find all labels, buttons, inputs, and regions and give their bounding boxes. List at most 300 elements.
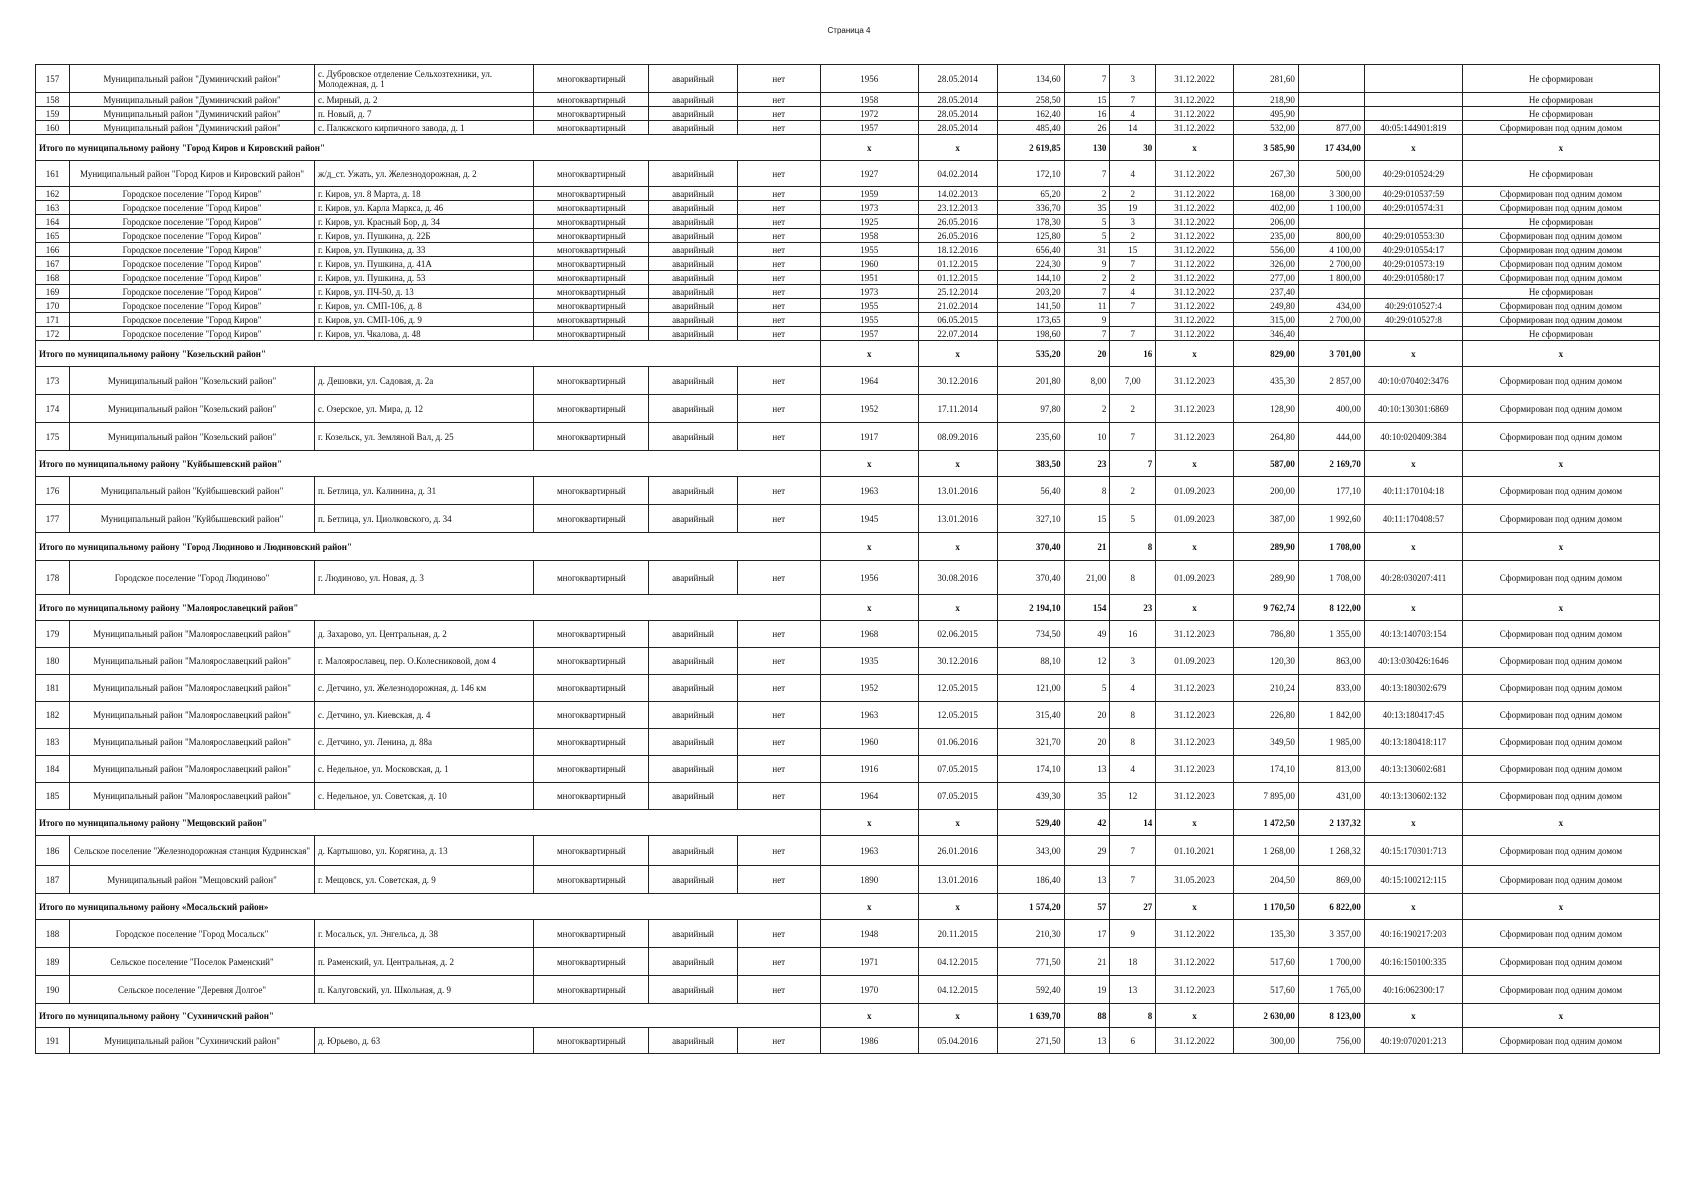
house-type-cell: многоквартирный bbox=[534, 229, 649, 243]
table-row bbox=[36, 783, 1660, 810]
table-row bbox=[36, 948, 1660, 976]
plan-date-cell: 31.12.2022 bbox=[1156, 313, 1234, 327]
subtotal-land-area-cell: 6 822,00 bbox=[1298, 894, 1364, 920]
row-number-cell: 175 bbox=[36, 423, 70, 451]
subtotal-land-area-cell: 8 123,00 bbox=[1298, 1004, 1364, 1028]
subtotal-resettle-area-cell: 2 630,00 bbox=[1233, 1004, 1298, 1028]
municipality-cell: Муниципальный район "Думиничский район" bbox=[70, 93, 315, 107]
count-b-cell: 13 bbox=[1110, 976, 1156, 1004]
municipality-cell: Муниципальный район "Мещовский район" bbox=[70, 866, 315, 894]
subtotal-resettle-area-cell: 289,90 bbox=[1233, 533, 1298, 561]
address-cell: г. Киров, ул. Пушкина, д. 53 bbox=[314, 271, 533, 285]
house-type-cell: многоквартирный bbox=[534, 920, 649, 948]
flag-cell: нет bbox=[737, 836, 820, 866]
subtotal-land-area-cell: 1 708,00 bbox=[1298, 533, 1364, 561]
recognition-date-cell: 28.05.2014 bbox=[918, 65, 997, 93]
year-cell: 1957 bbox=[820, 327, 918, 341]
cadastral-number-cell: 40:10:070402:3476 bbox=[1364, 367, 1462, 395]
cadastral-number-cell: 40:11:170408:57 bbox=[1364, 505, 1462, 533]
year-cell: 1957 bbox=[820, 121, 918, 135]
year-cell: 1963 bbox=[820, 702, 918, 729]
year-cell: 1964 bbox=[820, 783, 918, 810]
land-status-cell: Сформирован под одним домом bbox=[1462, 423, 1659, 451]
house-type-cell: многоквартирный bbox=[534, 866, 649, 894]
resettle-area-cell: 495,90 bbox=[1233, 107, 1298, 121]
address-cell: г. Мещовск, ул. Советская, д. 9 bbox=[314, 866, 533, 894]
flag-cell: нет bbox=[737, 675, 820, 702]
condition-cell: аварийный bbox=[649, 423, 737, 451]
resettle-area-cell: 326,00 bbox=[1233, 257, 1298, 271]
cadastral-number-cell: 40:29:010553:30 bbox=[1364, 229, 1462, 243]
subtotal-resettle-area-cell: 1 170,50 bbox=[1233, 894, 1298, 920]
municipality-cell: Муниципальный район "Думиничский район" bbox=[70, 121, 315, 135]
condition-cell: аварийный bbox=[649, 93, 737, 107]
municipality-cell: Городское поселение "Город Киров" bbox=[70, 187, 315, 201]
cadastral-number-cell: 40:16:062300:17 bbox=[1364, 976, 1462, 1004]
recognition-date-cell: 25.12.2014 bbox=[918, 285, 997, 299]
subtotal-count-b-cell: 16 bbox=[1110, 341, 1156, 367]
subtotal-row bbox=[36, 1004, 1660, 1028]
count-b-cell: 2 bbox=[1110, 395, 1156, 423]
row-number-cell: 186 bbox=[36, 836, 70, 866]
count-b-cell: 3 bbox=[1110, 65, 1156, 93]
plan-date-cell: 31.12.2023 bbox=[1156, 702, 1234, 729]
table-body bbox=[36, 65, 1660, 1054]
subtotal-x-cell: x bbox=[1156, 1004, 1234, 1028]
address-cell: г. Киров, ул. Пушкина, д. 41А bbox=[314, 257, 533, 271]
table-row bbox=[36, 477, 1660, 505]
table-row bbox=[36, 161, 1660, 187]
municipality-cell: Городское поселение "Город Мосальск" bbox=[70, 920, 315, 948]
flag-cell: нет bbox=[737, 1028, 820, 1054]
condition-cell: аварийный bbox=[649, 271, 737, 285]
count-a-cell: 5 bbox=[1064, 229, 1110, 243]
flag-cell: нет bbox=[737, 229, 820, 243]
land-area-cell: 3 300,00 bbox=[1298, 187, 1364, 201]
cadastral-number-cell: 40:10:020409:384 bbox=[1364, 423, 1462, 451]
address-cell: г. Малоярославец, пер. О.Колесниковой, дом 4 bbox=[314, 648, 533, 675]
count-a-cell: 20 bbox=[1064, 729, 1110, 756]
land-area-cell: 1 765,00 bbox=[1298, 976, 1364, 1004]
subtotal-count-b-cell: 27 bbox=[1110, 894, 1156, 920]
count-b-cell: 3 bbox=[1110, 215, 1156, 229]
area-cell: 224,30 bbox=[997, 257, 1064, 271]
count-b-cell: 9 bbox=[1110, 920, 1156, 948]
address-cell: г. Киров, ул. СМП-106, д. 8 bbox=[314, 299, 533, 313]
plan-date-cell: 01.10.2021 bbox=[1156, 836, 1234, 866]
land-area-cell bbox=[1298, 107, 1364, 121]
subtotal-x-cell: x bbox=[1364, 533, 1462, 561]
subtotal-x-cell: x bbox=[1462, 894, 1659, 920]
municipality-cell: Муниципальный район "Город Киров и Кировский район" bbox=[70, 161, 315, 187]
land-status-cell: Сформирован под одним домом bbox=[1462, 229, 1659, 243]
area-cell: 258,50 bbox=[997, 93, 1064, 107]
land-area-cell: 869,00 bbox=[1298, 866, 1364, 894]
recognition-date-cell: 12.05.2015 bbox=[918, 702, 997, 729]
land-status-cell: Сформирован под одним домом bbox=[1462, 395, 1659, 423]
recognition-date-cell: 26.05.2016 bbox=[918, 229, 997, 243]
address-cell: д. Юрьево, д. 63 bbox=[314, 1028, 533, 1054]
recognition-date-cell: 28.05.2014 bbox=[918, 121, 997, 135]
housing-table bbox=[35, 64, 1660, 1054]
subtotal-x-cell: x bbox=[1462, 1004, 1659, 1028]
count-a-cell: 9 bbox=[1064, 257, 1110, 271]
land-area-cell: 1 100,00 bbox=[1298, 201, 1364, 215]
plan-date-cell: 31.12.2022 bbox=[1156, 107, 1234, 121]
subtotal-x-cell: x bbox=[1462, 595, 1659, 621]
plan-date-cell: 01.09.2023 bbox=[1156, 561, 1234, 595]
condition-cell: аварийный bbox=[649, 161, 737, 187]
row-number-cell: 172 bbox=[36, 327, 70, 341]
house-type-cell: многоквартирный bbox=[534, 121, 649, 135]
condition-cell: аварийный bbox=[649, 1028, 737, 1054]
count-a-cell: 5 bbox=[1064, 675, 1110, 702]
year-cell: 1968 bbox=[820, 621, 918, 648]
subtotal-land-area-cell: 2 137,32 bbox=[1298, 810, 1364, 836]
count-b-cell: 4 bbox=[1110, 161, 1156, 187]
land-area-cell: 431,00 bbox=[1298, 783, 1364, 810]
land-status-cell: Сформирован под одним домом bbox=[1462, 313, 1659, 327]
land-status-cell: Сформирован под одним домом bbox=[1462, 920, 1659, 948]
subtotal-x-cell: x bbox=[1156, 451, 1234, 477]
subtotal-row bbox=[36, 341, 1660, 367]
count-a-cell: 19 bbox=[1064, 976, 1110, 1004]
subtotal-label: Итого по муниципальному району "Мещовский район" bbox=[36, 810, 821, 836]
land-area-cell: 833,00 bbox=[1298, 675, 1364, 702]
subtotal-resettle-area-cell: 1 472,50 bbox=[1233, 810, 1298, 836]
area-cell: 88,10 bbox=[997, 648, 1064, 675]
flag-cell: нет bbox=[737, 271, 820, 285]
resettle-area-cell: 168,00 bbox=[1233, 187, 1298, 201]
resettle-area-cell: 204,50 bbox=[1233, 866, 1298, 894]
subtotal-label: Итого по муниципальному району "Куйбышевский район" bbox=[36, 451, 821, 477]
subtotal-count-a-cell: 130 bbox=[1064, 135, 1110, 161]
municipality-cell: Городское поселение "Город Киров" bbox=[70, 201, 315, 215]
resettle-area-cell: 277,00 bbox=[1233, 271, 1298, 285]
house-type-cell: многоквартирный bbox=[534, 477, 649, 505]
land-status-cell: Сформирован под одним домом bbox=[1462, 367, 1659, 395]
flag-cell: нет bbox=[737, 299, 820, 313]
cadastral-number-cell: 40:19:070201:213 bbox=[1364, 1028, 1462, 1054]
area-cell: 327,10 bbox=[997, 505, 1064, 533]
year-cell: 1890 bbox=[820, 866, 918, 894]
subtotal-resettle-area-cell: 829,00 bbox=[1233, 341, 1298, 367]
recognition-date-cell: 21.02.2014 bbox=[918, 299, 997, 313]
cadastral-number-cell: 40:28:030207:411 bbox=[1364, 561, 1462, 595]
subtotal-x-cell: x bbox=[918, 135, 997, 161]
land-area-cell: 813,00 bbox=[1298, 756, 1364, 783]
subtotal-resettle-area-cell: 587,00 bbox=[1233, 451, 1298, 477]
municipality-cell: Городское поселение "Город Киров" bbox=[70, 243, 315, 257]
land-status-cell: Не сформирован bbox=[1462, 161, 1659, 187]
table-row bbox=[36, 327, 1660, 341]
condition-cell: аварийный bbox=[649, 920, 737, 948]
condition-cell: аварийный bbox=[649, 756, 737, 783]
plan-date-cell: 31.12.2022 bbox=[1156, 229, 1234, 243]
year-cell: 1935 bbox=[820, 648, 918, 675]
table-row bbox=[36, 729, 1660, 756]
subtotal-x-cell: x bbox=[820, 451, 918, 477]
municipality-cell: Муниципальный район "Малоярославецкий район" bbox=[70, 702, 315, 729]
table-row bbox=[36, 215, 1660, 229]
year-cell: 1956 bbox=[820, 561, 918, 595]
row-number-cell: 164 bbox=[36, 215, 70, 229]
row-number-cell: 173 bbox=[36, 367, 70, 395]
resettle-area-cell: 281,60 bbox=[1233, 65, 1298, 93]
row-number-cell: 185 bbox=[36, 783, 70, 810]
plan-date-cell: 31.12.2023 bbox=[1156, 367, 1234, 395]
area-cell: 97,80 bbox=[997, 395, 1064, 423]
municipality-cell: Муниципальный район "Куйбышевский район" bbox=[70, 477, 315, 505]
count-a-cell: 35 bbox=[1064, 783, 1110, 810]
condition-cell: аварийный bbox=[649, 201, 737, 215]
count-a-cell: 21,00 bbox=[1064, 561, 1110, 595]
land-status-cell: Сформирован под одним домом bbox=[1462, 243, 1659, 257]
condition-cell: аварийный bbox=[649, 505, 737, 533]
land-area-cell: 434,00 bbox=[1298, 299, 1364, 313]
recognition-date-cell: 23.12.2013 bbox=[918, 201, 997, 215]
subtotal-row bbox=[36, 810, 1660, 836]
subtotal-x-cell: x bbox=[820, 135, 918, 161]
flag-cell: нет bbox=[737, 621, 820, 648]
recognition-date-cell: 07.05.2015 bbox=[918, 756, 997, 783]
row-number-cell: 182 bbox=[36, 702, 70, 729]
address-cell: с. Мирный, д. 2 bbox=[314, 93, 533, 107]
table-row bbox=[36, 271, 1660, 285]
subtotal-x-cell: x bbox=[918, 1004, 997, 1028]
cadastral-number-cell: 40:16:150100:335 bbox=[1364, 948, 1462, 976]
count-b-cell: 2 bbox=[1110, 477, 1156, 505]
flag-cell: нет bbox=[737, 285, 820, 299]
address-cell: с. Палкжского кирпичного завода, д. 1 bbox=[314, 121, 533, 135]
year-cell: 1955 bbox=[820, 299, 918, 313]
house-type-cell: многоквартирный bbox=[534, 948, 649, 976]
address-cell: д. Захарово, ул. Центральная, д. 2 bbox=[314, 621, 533, 648]
subtotal-label: Итого по муниципальному району "Сухиничский район" bbox=[36, 1004, 821, 1028]
flag-cell: нет bbox=[737, 395, 820, 423]
cadastral-number-cell: 40:29:010554:17 bbox=[1364, 243, 1462, 257]
plan-date-cell: 31.12.2022 bbox=[1156, 93, 1234, 107]
address-cell: с. Недельное, ул. Московская, д. 1 bbox=[314, 756, 533, 783]
count-b-cell: 14 bbox=[1110, 121, 1156, 135]
subtotal-x-cell: x bbox=[1462, 810, 1659, 836]
cadastral-number-cell: 40:29:010527:4 bbox=[1364, 299, 1462, 313]
land-status-cell: Сформирован под одним домом bbox=[1462, 621, 1659, 648]
land-status-cell: Сформирован под одним домом bbox=[1462, 648, 1659, 675]
land-status-cell: Сформирован под одним домом bbox=[1462, 299, 1659, 313]
count-a-cell: 31 bbox=[1064, 243, 1110, 257]
area-cell: 336,70 bbox=[997, 201, 1064, 215]
recognition-date-cell: 01.12.2015 bbox=[918, 257, 997, 271]
address-cell: г. Киров, ул. Пушкина, д. 22Б bbox=[314, 229, 533, 243]
count-a-cell: 2 bbox=[1064, 395, 1110, 423]
flag-cell: нет bbox=[737, 313, 820, 327]
table-row bbox=[36, 201, 1660, 215]
plan-date-cell: 31.12.2023 bbox=[1156, 423, 1234, 451]
subtotal-x-cell: x bbox=[1462, 533, 1659, 561]
count-b-cell: 18 bbox=[1110, 948, 1156, 976]
condition-cell: аварийный bbox=[649, 702, 737, 729]
plan-date-cell: 31.12.2023 bbox=[1156, 675, 1234, 702]
area-cell: 162,40 bbox=[997, 107, 1064, 121]
subtotal-x-cell: x bbox=[1364, 894, 1462, 920]
count-b-cell: 4 bbox=[1110, 756, 1156, 783]
plan-date-cell: 31.12.2022 bbox=[1156, 121, 1234, 135]
condition-cell: аварийный bbox=[649, 561, 737, 595]
address-cell: г. Киров, ул. Чкалова, д. 48 bbox=[314, 327, 533, 341]
municipality-cell: Сельское поселение "Поселок Раменский" bbox=[70, 948, 315, 976]
house-type-cell: многоквартирный bbox=[534, 675, 649, 702]
flag-cell: нет bbox=[737, 107, 820, 121]
municipality-cell: Муниципальный район "Малоярославецкий район" bbox=[70, 621, 315, 648]
land-area-cell: 1 842,00 bbox=[1298, 702, 1364, 729]
row-number-cell: 159 bbox=[36, 107, 70, 121]
subtotal-x-cell: x bbox=[1364, 135, 1462, 161]
recognition-date-cell: 18.12.2016 bbox=[918, 243, 997, 257]
subtotal-x-cell: x bbox=[820, 341, 918, 367]
condition-cell: аварийный bbox=[649, 121, 737, 135]
year-cell: 1945 bbox=[820, 505, 918, 533]
table-row bbox=[36, 367, 1660, 395]
table-row bbox=[36, 423, 1660, 451]
flag-cell: нет bbox=[737, 976, 820, 1004]
subtotal-x-cell: x bbox=[1364, 595, 1462, 621]
address-cell: г. Киров, ул. Пушкина, д. 33 bbox=[314, 243, 533, 257]
municipality-cell: Муниципальный район "Малоярославецкий район" bbox=[70, 756, 315, 783]
plan-date-cell: 31.12.2022 bbox=[1156, 1028, 1234, 1054]
cadastral-number-cell: 40:13:180417:45 bbox=[1364, 702, 1462, 729]
plan-date-cell: 31.12.2022 bbox=[1156, 285, 1234, 299]
table-row bbox=[36, 621, 1660, 648]
house-type-cell: многоквартирный bbox=[534, 285, 649, 299]
address-cell: ж/д_ст. Ужать, ул. Железнодорожная, д. 2 bbox=[314, 161, 533, 187]
cadastral-number-cell: 40:16:190217:203 bbox=[1364, 920, 1462, 948]
count-a-cell: 2 bbox=[1064, 187, 1110, 201]
table-row bbox=[36, 243, 1660, 257]
cadastral-number-cell bbox=[1364, 215, 1462, 229]
area-cell: 203,20 bbox=[997, 285, 1064, 299]
subtotal-x-cell: x bbox=[820, 810, 918, 836]
cadastral-number-cell bbox=[1364, 327, 1462, 341]
recognition-date-cell: 17.11.2014 bbox=[918, 395, 997, 423]
house-type-cell: многоквартирный bbox=[534, 505, 649, 533]
row-number-cell: 176 bbox=[36, 477, 70, 505]
table-row bbox=[36, 257, 1660, 271]
count-a-cell: 49 bbox=[1064, 621, 1110, 648]
flag-cell: нет bbox=[737, 783, 820, 810]
cadastral-number-cell: 40:13:130602:132 bbox=[1364, 783, 1462, 810]
table-row bbox=[36, 93, 1660, 107]
subtotal-area-cell: 370,40 bbox=[997, 533, 1064, 561]
year-cell: 1951 bbox=[820, 271, 918, 285]
row-number-cell: 191 bbox=[36, 1028, 70, 1054]
row-number-cell: 171 bbox=[36, 313, 70, 327]
recognition-date-cell: 04.02.2014 bbox=[918, 161, 997, 187]
subtotal-x-cell: x bbox=[1462, 451, 1659, 477]
resettle-area-cell: 120,30 bbox=[1233, 648, 1298, 675]
house-type-cell: многоквартирный bbox=[534, 243, 649, 257]
row-number-cell: 184 bbox=[36, 756, 70, 783]
resettle-area-cell: 556,00 bbox=[1233, 243, 1298, 257]
flag-cell: нет bbox=[737, 866, 820, 894]
house-type-cell: многоквартирный bbox=[534, 395, 649, 423]
resettle-area-cell: 267,30 bbox=[1233, 161, 1298, 187]
house-type-cell: многоквартирный bbox=[534, 367, 649, 395]
municipality-cell: Муниципальный район "Думиничский район" bbox=[70, 65, 315, 93]
land-status-cell: Не сформирован bbox=[1462, 285, 1659, 299]
count-a-cell: 7 bbox=[1064, 65, 1110, 93]
land-status-cell: Сформирован под одним домом bbox=[1462, 729, 1659, 756]
subtotal-x-cell: x bbox=[820, 533, 918, 561]
condition-cell: аварийный bbox=[649, 395, 737, 423]
house-type-cell: многоквартирный bbox=[534, 93, 649, 107]
land-area-cell: 500,00 bbox=[1298, 161, 1364, 187]
land-status-cell: Не сформирован bbox=[1462, 215, 1659, 229]
count-b-cell: 7,00 bbox=[1110, 367, 1156, 395]
table-row bbox=[36, 187, 1660, 201]
land-area-cell: 863,00 bbox=[1298, 648, 1364, 675]
row-number-cell: 177 bbox=[36, 505, 70, 533]
area-cell: 173,65 bbox=[997, 313, 1064, 327]
area-cell: 178,30 bbox=[997, 215, 1064, 229]
flag-cell: нет bbox=[737, 327, 820, 341]
land-status-cell: Сформирован под одним домом bbox=[1462, 505, 1659, 533]
area-cell: 141,50 bbox=[997, 299, 1064, 313]
address-cell: с. Озерское, ул. Мира, д. 12 bbox=[314, 395, 533, 423]
subtotal-land-area-cell: 8 122,00 bbox=[1298, 595, 1364, 621]
resettle-area-cell: 517,60 bbox=[1233, 976, 1298, 1004]
subtotal-x-cell: x bbox=[1156, 341, 1234, 367]
municipality-cell: Сельское поселение "Деревня Долгое" bbox=[70, 976, 315, 1004]
row-number-cell: 179 bbox=[36, 621, 70, 648]
subtotal-count-b-cell: 8 bbox=[1110, 533, 1156, 561]
count-a-cell: 11 bbox=[1064, 299, 1110, 313]
plan-date-cell: 31.12.2023 bbox=[1156, 395, 1234, 423]
subtotal-count-a-cell: 154 bbox=[1064, 595, 1110, 621]
land-status-cell: Не сформирован bbox=[1462, 93, 1659, 107]
cadastral-number-cell: 40:10:130301:6869 bbox=[1364, 395, 1462, 423]
plan-date-cell: 31.12.2022 bbox=[1156, 215, 1234, 229]
plan-date-cell: 31.12.2022 bbox=[1156, 161, 1234, 187]
land-area-cell: 1 800,00 bbox=[1298, 271, 1364, 285]
subtotal-x-cell: x bbox=[918, 451, 997, 477]
count-b-cell: 16 bbox=[1110, 621, 1156, 648]
year-cell: 1958 bbox=[820, 93, 918, 107]
municipality-cell: Городское поселение "Город Киров" bbox=[70, 271, 315, 285]
recognition-date-cell: 13.01.2016 bbox=[918, 866, 997, 894]
address-cell: г. Мосальск, ул. Энгельса, д. 38 bbox=[314, 920, 533, 948]
land-area-cell: 1 268,32 bbox=[1298, 836, 1364, 866]
land-status-cell: Сформирован под одним домом bbox=[1462, 866, 1659, 894]
plan-date-cell: 31.12.2023 bbox=[1156, 756, 1234, 783]
count-b-cell: 4 bbox=[1110, 675, 1156, 702]
row-number-cell: 168 bbox=[36, 271, 70, 285]
area-cell: 321,70 bbox=[997, 729, 1064, 756]
subtotal-x-cell: x bbox=[1364, 341, 1462, 367]
subtotal-row bbox=[36, 451, 1660, 477]
condition-cell: аварийный bbox=[649, 648, 737, 675]
land-status-cell: Сформирован под одним домом bbox=[1462, 561, 1659, 595]
resettle-area-cell: 532,00 bbox=[1233, 121, 1298, 135]
land-area-cell bbox=[1298, 285, 1364, 299]
subtotal-count-b-cell: 7 bbox=[1110, 451, 1156, 477]
count-a-cell: 7 bbox=[1064, 327, 1110, 341]
subtotal-area-cell: 2 194,10 bbox=[997, 595, 1064, 621]
land-status-cell: Сформирован под одним домом bbox=[1462, 948, 1659, 976]
land-area-cell: 756,00 bbox=[1298, 1028, 1364, 1054]
flag-cell: нет bbox=[737, 920, 820, 948]
count-a-cell: 12 bbox=[1064, 648, 1110, 675]
